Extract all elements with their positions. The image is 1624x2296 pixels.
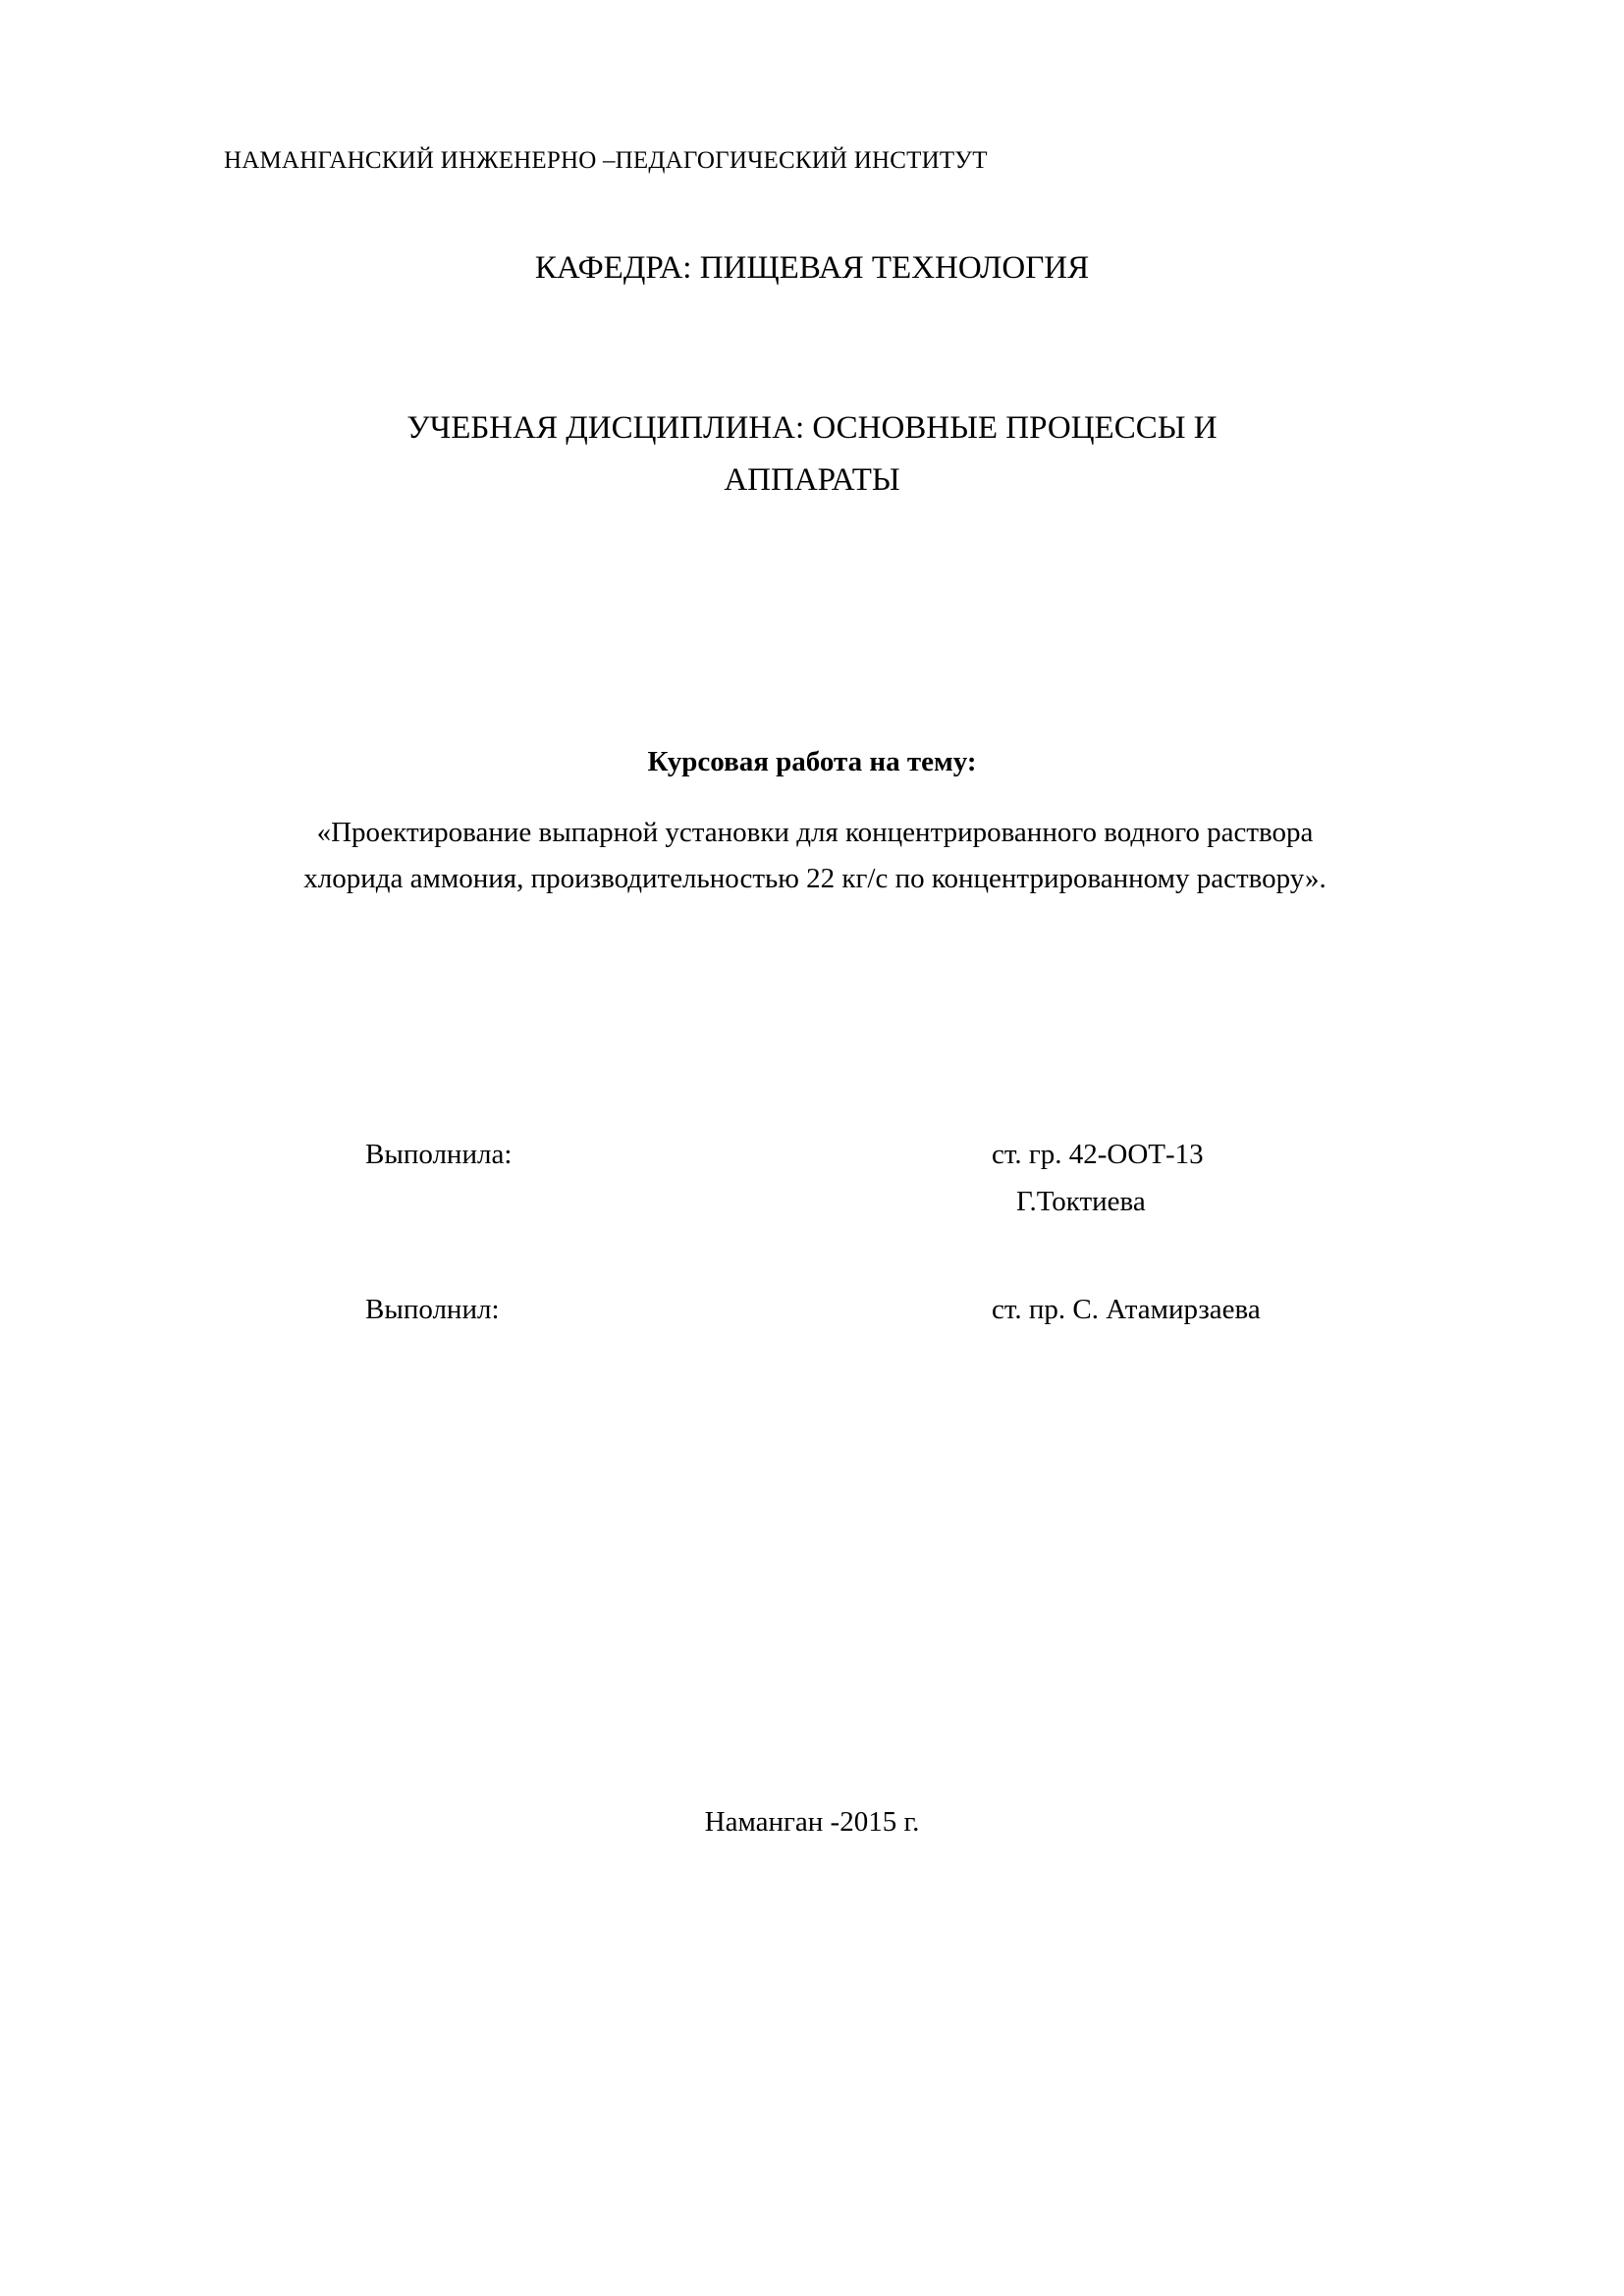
department-heading: КАФЕДРА: ПИЩЕВАЯ ТЕХНОЛОГИЯ [534,250,1090,286]
person-value-second-line: Г.Токтиева [1016,1186,1146,1217]
person-label: Выполнил: [365,1294,500,1325]
people-spacer [0,1233,1624,1294]
people-block [0,1139,1624,1341]
table-row [0,1294,1624,1341]
place-and-year: Наманган -2015 г. [704,1806,920,1838]
person-row [0,1139,1624,1186]
person-row-continuation [0,1186,1624,1233]
work-type-heading: Курсовая работа на тему: [647,746,977,777]
discipline-heading: УЧЕБНАЯ ДИСЦИПЛИНА: ОСНОВНЫЕ ПРОЦЕССЫ И АППАРАТЫ [406,410,1218,499]
person-value: ст. пр. С. Атамирзаева [992,1294,1261,1325]
person-label: Выполнила: [365,1139,513,1170]
topic-text: «Проектирование выпарной установки для концентрированного водного раствора хлорида аммония, производительностью 22 кг/с по концентрированному раствору». [303,817,1326,894]
institute-heading: НАМАНГАНСКИЙ ИНЖЕНЕРНО –ПЕДАГОГИЧЕСКИЙ ИНСТИТУТ [224,147,988,174]
person-value: ст. гр. 42-ООТ-13 [992,1139,1204,1170]
